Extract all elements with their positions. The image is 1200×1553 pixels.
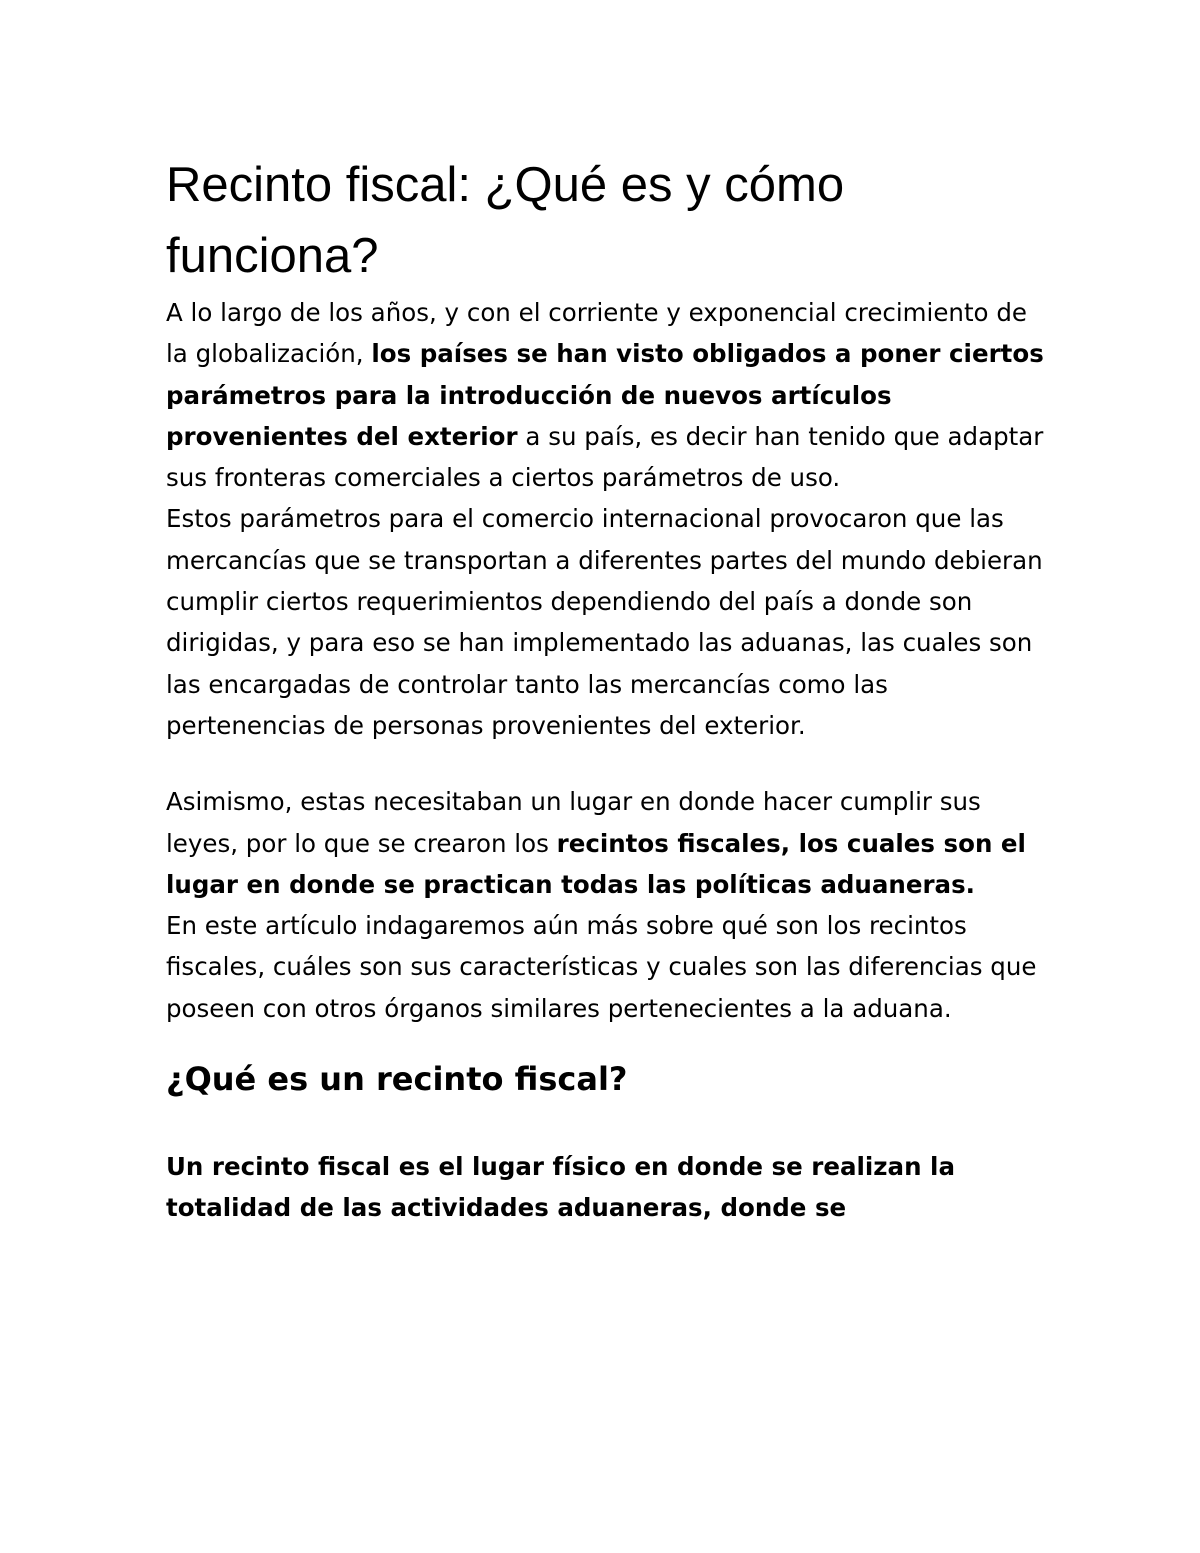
section-heading: ¿Qué es un recinto fiscal? bbox=[166, 1060, 628, 1099]
definition-paragraph bbox=[166, 1146, 1046, 1229]
definition-bold-text: Un recinto fiscal es el lugar físico en donde se realizan la totalidad de las actividades aduaneras, donde se bbox=[166, 1152, 955, 1223]
document-content bbox=[166, 150, 1046, 1229]
paragraph-spacer bbox=[166, 746, 1046, 781]
intro-bold-text: los países se han visto obligados a poner ciertos parámetros para la introducción de nuevos artículos provenientes del exterior bbox=[166, 339, 1044, 451]
intro-text-end: a su país, es decir han tenido que adaptar sus fronteras comerciales a ciertos parámetros de uso. bbox=[166, 421, 1044, 493]
customs-paragraph: Estos parámetros para el comercio internacional provocaron que las mercancías que se transportan a diferentes partes del mundo debieran cumplir ciertos requerimientos dependiendo del país a donde son dirigidas, y para eso se han implementado las aduanas, las cuales son las encargadas de controlar tanto las mercancías como las pertenencias de personas provenientes del exterior. bbox=[166, 504, 1043, 740]
intro-text-start: A lo largo de los años, y con el corriente y exponencial crecimiento de la globalización, bbox=[166, 298, 1027, 369]
fiscal-enclosures-text-start: Asimismo, estas necesitaban un lugar en donde hacer cumplir sus leyes, por lo que se crearon los bbox=[166, 787, 981, 858]
article-scope-paragraph: En este artículo indagaremos aún más sobre qué son los recintos fiscales, cuáles son sus características y cuales son las diferencias que poseen con otros órganos similares pertenecientes a la aduana. bbox=[166, 911, 1037, 1023]
fiscal-enclosures-bold-text: recintos fiscales, los cuales son el lugar en donde se practican todas las políticas aduaneras. bbox=[166, 828, 1026, 899]
fiscal-enclosures-paragraph bbox=[166, 781, 1046, 905]
page-title: Recinto fiscal: ¿Qué es y cómo funciona? bbox=[166, 158, 845, 283]
intro-paragraph bbox=[166, 292, 1046, 498]
